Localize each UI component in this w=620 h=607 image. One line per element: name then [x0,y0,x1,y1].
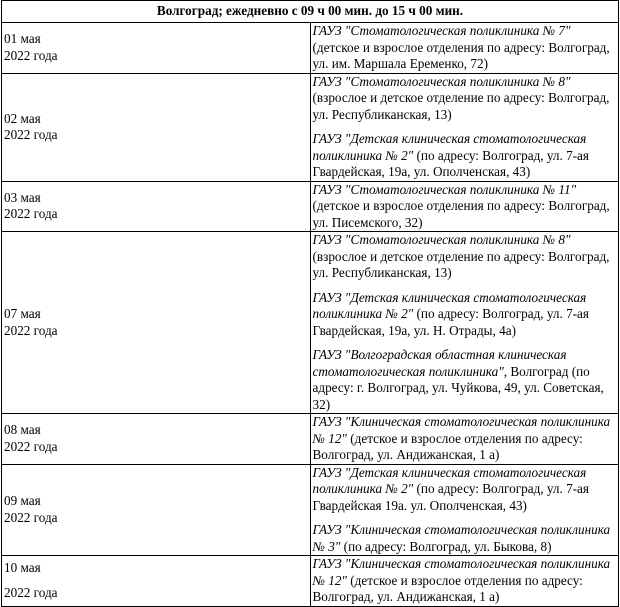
schedule-header: Волгоград; ежедневно с 09 ч 00 мин. до 15 ч 00 мин. [2,1,619,23]
header-row [2,1,619,23]
clinic-name: ГАУЗ "Стоматологическая поликлиника № 8" [312,73,571,89]
clinics-cell [310,181,619,232]
date-cell [2,232,311,414]
clinic-address: , Волгоград (по адресу: г. Волгоград, ул. Чуйкова, 49, ул. Советская, 32) [312,363,604,412]
clinic-address: (детское и взрослое отделения по адресу: Волгоград, ул. Писемского, 32) [312,198,610,230]
date-cell [2,464,311,556]
date-cell [2,23,311,74]
clinic-entry [313,556,617,606]
date-day: 01 мая [4,31,41,47]
clinic-name: ГАУЗ "Стоматологическая поликлиника № 8" [312,232,571,247]
schedule-row [2,556,619,607]
date-day: 02 мая [4,110,41,126]
clinic-address: (взрослое и детское отделение по адресу: Волгоград, ул. Республиканская, 13) [312,248,610,280]
clinic-entry [313,347,617,413]
clinic-address: (детское и взрослое отделения по адресу: Волгоград, ул. им. Маршала Еременко, 72) [312,39,610,71]
date-cell [2,73,311,181]
schedule-row [2,464,619,556]
schedule-table [1,0,619,607]
clinics-cell [310,464,619,556]
clinic-address: (детское и взрослое отделения по адресу: Волгоград, ул. Андижанская, 1 а) [312,572,583,604]
clinic-name: ГАУЗ "Клиническая стоматологическая поликлиника № 3" [312,522,611,554]
clinic-entry [313,522,617,555]
schedule-row [2,23,619,74]
date-day: 10 мая [4,560,41,576]
date-cell [2,181,311,232]
date-day: 09 мая [4,493,41,509]
schedule-row [2,181,619,232]
clinics-cell [310,556,619,607]
date-year: 2022 года [4,322,58,338]
date-year: 2022 года [4,127,58,142]
date-year: 2022 года [4,584,58,600]
clinics-cell [310,414,619,465]
clinic-entry [313,414,617,464]
schedule-row [2,232,619,414]
clinic-name: ГАУЗ "Клиническая стоматологическая поликлиника № 12" [312,414,611,446]
clinic-entry [313,23,617,73]
clinic-name: ГАУЗ "Детская клиническая стоматологическая поликлиника № 2" [312,131,587,163]
clinic-address: (взрослое и детское отделение по адресу: Волгоград, ул. Республиканская, 13) [312,90,610,122]
date-day: 08 мая [4,422,41,438]
date-year: 2022 года [4,47,58,63]
clinics-cell [310,232,619,414]
clinic-name: ГАУЗ "Стоматологическая поликлиника № 11" [312,181,577,197]
clinics-cell [310,23,619,74]
date-cell [2,414,311,465]
date-day: 03 мая [4,189,41,205]
clinic-entry [313,131,617,181]
clinic-entry [313,182,617,232]
clinic-entry [313,290,617,340]
clinic-address: (по адресу: Волгоград, ул. Быкова, 8) [340,538,552,554]
clinic-name: ГАУЗ "Клиническая стоматологическая поликлиника № 12" [312,556,611,588]
clinic-address: (по адресу: Волгоград, ул. 7-ая Гвардейская 19а. ул. Ополченская, 43) [312,481,589,513]
date-day: 07 мая [4,306,41,321]
date-cell [2,556,311,607]
date-year: 2022 года [4,438,58,454]
schedule-row [2,73,619,181]
clinic-name: ГАУЗ "Волгоградская областная клиническая стоматологическая поликлиника" [312,347,567,379]
clinic-entry [313,465,617,515]
clinic-address: (по адресу: Волгоград, ул. 7-ая Гвардейская, 19а, ул. Н. Отрады, 4а) [312,306,589,338]
schedule-row [2,414,619,465]
clinic-name: ГАУЗ "Стоматологическая поликлиника № 7" [312,23,571,38]
date-year: 2022 года [4,206,58,222]
date-year: 2022 года [4,509,58,525]
clinic-address: (детское и взрослое отделения по адресу: Волгоград, ул. Андижанская, 1 а) [312,430,583,462]
clinic-entry [313,232,617,282]
clinic-name: ГАУЗ "Детская клиническая стоматологическая поликлиника № 2" [312,289,587,321]
clinics-cell [310,73,619,181]
clinic-name: ГАУЗ "Детская клиническая стоматологическая поликлиника № 2" [312,464,587,496]
clinic-address: (по адресу: Волгоград, ул. 7-ая Гвардейская, 19а, ул. Ополченская, 43) [312,147,589,179]
clinic-entry [313,74,617,124]
